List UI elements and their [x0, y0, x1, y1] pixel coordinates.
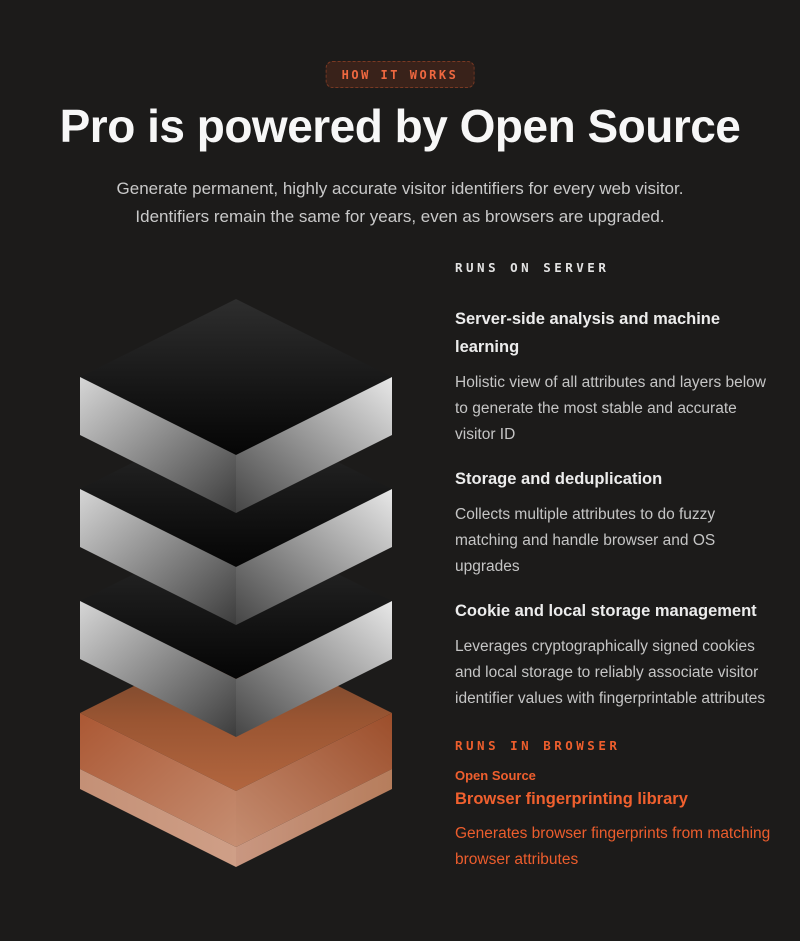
feature-description: Leverages cryptographically signed cookies and local storage to reliably associate visitor identifier values with fingerprintable attributes — [455, 638, 766, 707]
feature-description: Collects multiple attributes to do fuzzy matching and handle browser and OS upgrades — [455, 506, 716, 575]
how-it-works-badge: HOW IT WORKS — [326, 61, 475, 88]
runs-in-browser-eyebrow: RUNS IN BROWSER — [455, 738, 621, 753]
browser-fingerprinting-library-link[interactable]: Browser fingerprinting library — [455, 790, 688, 808]
layer-stack-illustration — [0, 280, 440, 900]
feature-cookie-storage — [455, 597, 773, 712]
runs-on-server-eyebrow: RUNS ON SERVER — [455, 260, 610, 275]
subtitle-line-1: Generate permanent, highly accurate visitor identifiers for every web visitor. — [116, 179, 684, 198]
features-column — [455, 260, 773, 873]
feature-title: Storage and deduplication — [455, 470, 663, 488]
feature-browser-fingerprinting — [455, 768, 773, 873]
feature-title: Server-side analysis and machine learning — [455, 310, 721, 356]
feature-title: Cookie and local storage management — [455, 602, 757, 620]
page-subtitle — [70, 175, 730, 231]
page-title: Pro is powered by Open Source — [59, 100, 741, 152]
feature-server-analysis — [455, 305, 773, 448]
feature-description: Holistic view of all attributes and layers below to generate the most stable and accurate visitor ID — [455, 374, 766, 443]
feature-storage-deduplication — [455, 465, 773, 580]
browser-feature-description: Generates browser fingerprints from matching browser attributes — [455, 825, 771, 868]
open-source-kicker: Open Source — [455, 768, 536, 783]
subtitle-line-2: Identifiers remain the same for years, even as browsers are upgraded. — [135, 207, 665, 226]
